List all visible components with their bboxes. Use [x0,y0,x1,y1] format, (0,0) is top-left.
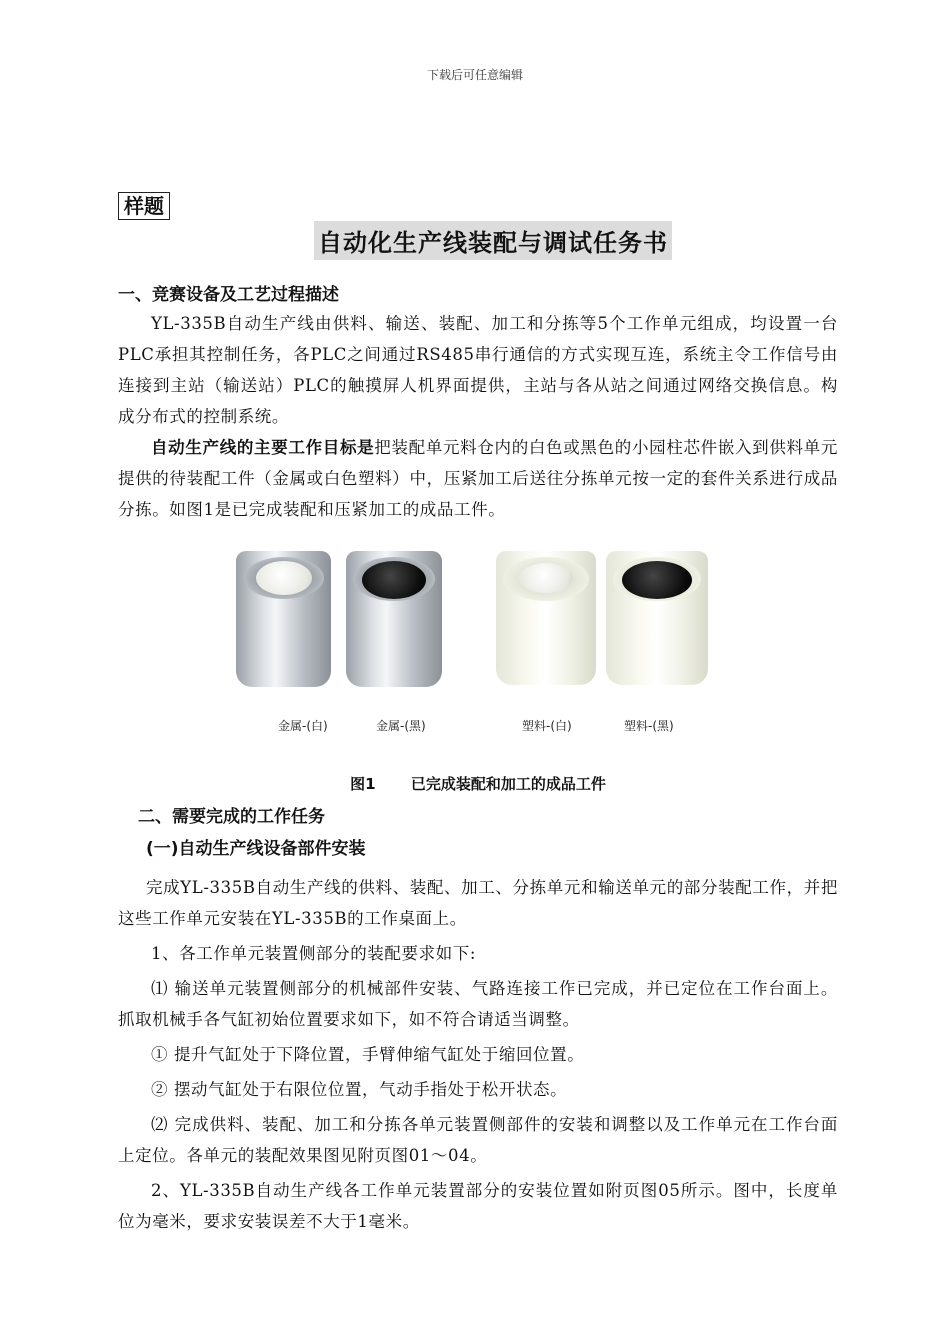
document-body [118,282,838,1237]
figure-1-caption: 图1 已完成装配和加工的成品工件 [350,775,606,793]
workpiece-metal-black [346,551,442,687]
section2-item-1-1-a: ① 提升气缸处于下降位置，手臂伸缩气缸处于缩回位置。 [151,1045,585,1064]
figure-1 [118,551,838,766]
workpiece-metal-white [236,551,331,687]
section2-heading: 二、需要完成的工作任务 [138,807,325,827]
workpiece-plastic-white [496,551,596,685]
figure-label-metal-black: 金属-(黑) [376,719,426,733]
section2-item-1: 1、各工作单元装置侧部分的装配要求如下: [151,944,477,963]
section1-paragraph-1: YL-335B自动生产线由供料、输送、装配、加工和分拣等5个工作单元组成，均设置一台PLC承担其控制任务，各PLC之间通过RS485串行通信的方式实现互连，系统主令工作信号由连接到主站（输送站）PLC的触摸屏人机界面提供，主站与各从站之间通过网络交换信息。构成分布式的控制系统。 [118,314,838,426]
section2-intro-paragraph: 完成YL-335B自动生产线的供料、装配、加工、分拣单元和输送单元的部分装配工作，并把这些工作单元安装在YL-335B的工作桌面上。 [118,878,838,928]
section2-item-1-1: ⑴ 输送单元装置侧部分的机械部件安装、气路连接工作已完成，并已定位在工作台面上。抓取机械手各气缸初始位置要求如下，如不符合请适当调整。 [118,979,838,1029]
section2-subheading-1: (一)自动生产线设备部件安装 [146,839,366,859]
section1-paragraph-2-text: 把装配单元料仓内的白色或黑色的小园柱芯件嵌入到供料单元提供的待装配工件（金属或白色塑料）中，压紧加工后送往分拣单元按一定的套件关系进行成品分拣。如图1是已完成装配和压紧加工的成品工件。 [118,438,838,519]
figure-label-plastic-black: 塑料-(黑) [624,719,674,733]
figure-label-plastic-white: 塑料-(白) [522,719,572,733]
section1-heading: 一、竞赛设备及工艺过程描述 [118,285,339,305]
page-header-note: 下载后可任意编辑 [426,68,523,82]
workpiece-plastic-black [606,551,708,685]
document-title: 自动化生产线装配与调试任务书 [314,221,672,260]
section1-paragraph-2 [118,432,838,525]
figure-label-metal-white: 金属-(白) [278,719,328,733]
section1-paragraph-2-bold: 自动生产线的主要工作目标是 [151,438,375,457]
section2-item-1-2: ⑵ 完成供料、装配、加工和分拣各单元装置侧部件的安装和调整以及工作单元在工作台面上定位。各单元的装配效果图见附页图01～04。 [118,1115,838,1165]
section2-item-2: 2、YL-335B自动生产线各工作单元装置部分的安装位置如附页图05所示。图中，长度单位为毫米，要求安装误差不大于1毫米。 [118,1181,838,1231]
section2-item-1-1-b: ② 摆动气缸处于右限位位置，气动手指处于松开状态。 [151,1080,568,1099]
sample-tag: 样题 [118,192,170,220]
